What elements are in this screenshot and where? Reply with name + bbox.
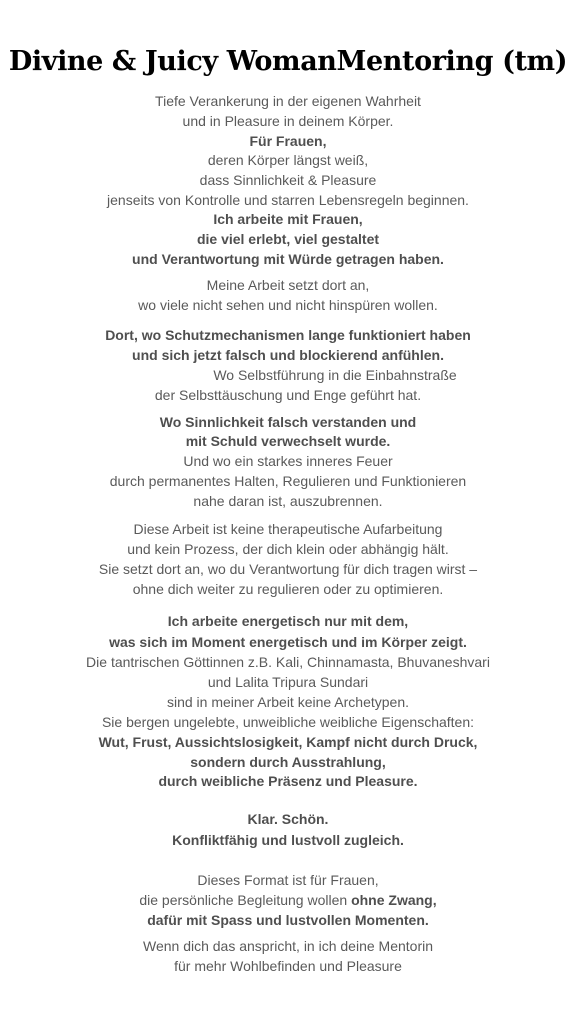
- text: durch permanentes Halten, Regulieren und Funktionieren: [109, 473, 467, 489]
- text: Die tantrischen Göttinnen z.B. Kali, Chinnamasta, Bhuvaneshvari: [86, 654, 490, 670]
- text: nahe daran ist, auszubrennen.: [193, 493, 383, 509]
- bold-text: Ich arbeite energetisch nur mit dem,: [167, 613, 409, 629]
- text: Meine Arbeit setzt dort an,: [206, 277, 370, 293]
- bold-text: was sich im Moment energetisch und im Körper zeigt.: [109, 634, 467, 650]
- text-line: [0, 559, 576, 579]
- text-line: [0, 692, 576, 712]
- text-line: [0, 170, 576, 190]
- text-line: [0, 431, 576, 451]
- text-line: [0, 249, 576, 269]
- text-line: [0, 611, 576, 631]
- text-line: [0, 451, 576, 471]
- text-line: [0, 412, 576, 432]
- bold-text: Klar. Schön.: [247, 811, 329, 827]
- bold-text: durch weibliche Präsenz und Pleasure.: [158, 773, 418, 789]
- text: Wenn dich das anspricht, in ich deine Mentorin: [142, 938, 433, 954]
- bold-text: Für Frauen,: [249, 133, 327, 149]
- text-line: [0, 632, 576, 652]
- text-line: [0, 190, 576, 210]
- text-line: [0, 209, 576, 229]
- text-line: [0, 732, 576, 752]
- text: Diese Arbeit ist keine therapeutische Aufarbeitung: [133, 521, 443, 537]
- text-line: [0, 672, 576, 692]
- bold-text: ohne Zwang,: [351, 892, 437, 908]
- text-line: [0, 491, 576, 511]
- text-line: [0, 771, 576, 791]
- text: ohne dich weiter zu regulieren oder zu optimieren.: [132, 581, 444, 597]
- bold-text: dafür mit Spass und lustvollen Momenten.: [147, 912, 429, 928]
- text-line: [0, 579, 576, 599]
- text-line: [0, 471, 576, 491]
- text: jenseits von Kontrolle und starren Lebensregeln beginnen.: [107, 192, 469, 208]
- text: der Selbsttäuschung und Enge geführt hat.: [154, 387, 422, 403]
- text-line: [0, 652, 576, 672]
- text-line: [0, 111, 576, 131]
- text: sind in meiner Arbeit keine Archetypen.: [166, 694, 410, 710]
- text-line: [0, 539, 576, 559]
- bold-text: Wut, Frust, Aussichtslosigkeit, Kampf nicht durch Druck,: [98, 734, 478, 750]
- text-line: [0, 752, 576, 772]
- bold-text: sondern durch Ausstrahlung,: [190, 754, 386, 770]
- text-line: [0, 345, 576, 365]
- text-line: [0, 890, 576, 910]
- text: dass Sinnlichkeit & Pleasure: [199, 172, 377, 188]
- text: deren Körper längst weiß,: [207, 152, 369, 168]
- text: Dieses Format ist für Frauen,: [197, 872, 379, 888]
- bold-text: Dort, wo Schutzmechanismen lange funktioniert haben: [105, 327, 471, 343]
- text-line: [0, 275, 576, 295]
- text-line: [0, 295, 576, 315]
- text-line: [0, 131, 576, 151]
- text: Wo Selbstführung in die Einbahnstraße: [213, 367, 457, 383]
- text-line: [0, 870, 576, 890]
- text-line: [0, 830, 576, 850]
- text-line: [0, 809, 576, 829]
- text: Tiefe Verankerung in der eigenen Wahrheit: [155, 93, 421, 109]
- text: und kein Prozess, der dich klein oder abhängig hält.: [127, 541, 449, 557]
- text: die persönliche Begleitung wollen: [139, 892, 352, 908]
- text: Sie bergen ungelebte, unweibliche weibliche Eigenschaften:: [101, 714, 475, 730]
- bold-text: Konfliktfähig und lustvoll zugleich.: [172, 832, 404, 848]
- bold-text: Wo Sinnlichkeit falsch verstanden und: [159, 414, 417, 430]
- bold-text: Ich arbeite mit Frauen,: [213, 211, 363, 227]
- text-line: [0, 229, 576, 249]
- bold-text: mit Schuld verwechselt wurde.: [185, 433, 391, 449]
- page-title: Divine & Juicy WomanMentoring (tm): [8, 46, 568, 77]
- text-line: [0, 936, 576, 956]
- text-line: [0, 150, 576, 170]
- text-line: [0, 910, 576, 930]
- text: Und wo ein starkes inneres Feuer: [183, 453, 393, 469]
- text-line: [0, 385, 576, 405]
- text: wo viele nicht sehen und nicht hinspüren wollen.: [138, 297, 438, 313]
- text-line: [0, 91, 576, 111]
- bold-text: und sich jetzt falsch und blockierend anfühlen.: [132, 347, 444, 363]
- text: für mehr Wohlbefinden und Pleasure: [174, 958, 402, 974]
- text: und in Pleasure in deinem Körper.: [182, 113, 394, 129]
- text: Sie setzt dort an, wo du Verantwortung für dich tragen wirst –: [98, 561, 478, 577]
- text-line: [0, 365, 576, 385]
- text-line: [0, 325, 576, 345]
- text-line: [0, 519, 576, 539]
- bold-text: die viel erlebt, viel gestaltet: [196, 231, 380, 247]
- text-line: [0, 712, 576, 732]
- text-line: [0, 956, 576, 976]
- bold-text: und Verantwortung mit Würde getragen haben.: [132, 251, 444, 267]
- text: und Lalita Tripura Sundari: [207, 674, 369, 690]
